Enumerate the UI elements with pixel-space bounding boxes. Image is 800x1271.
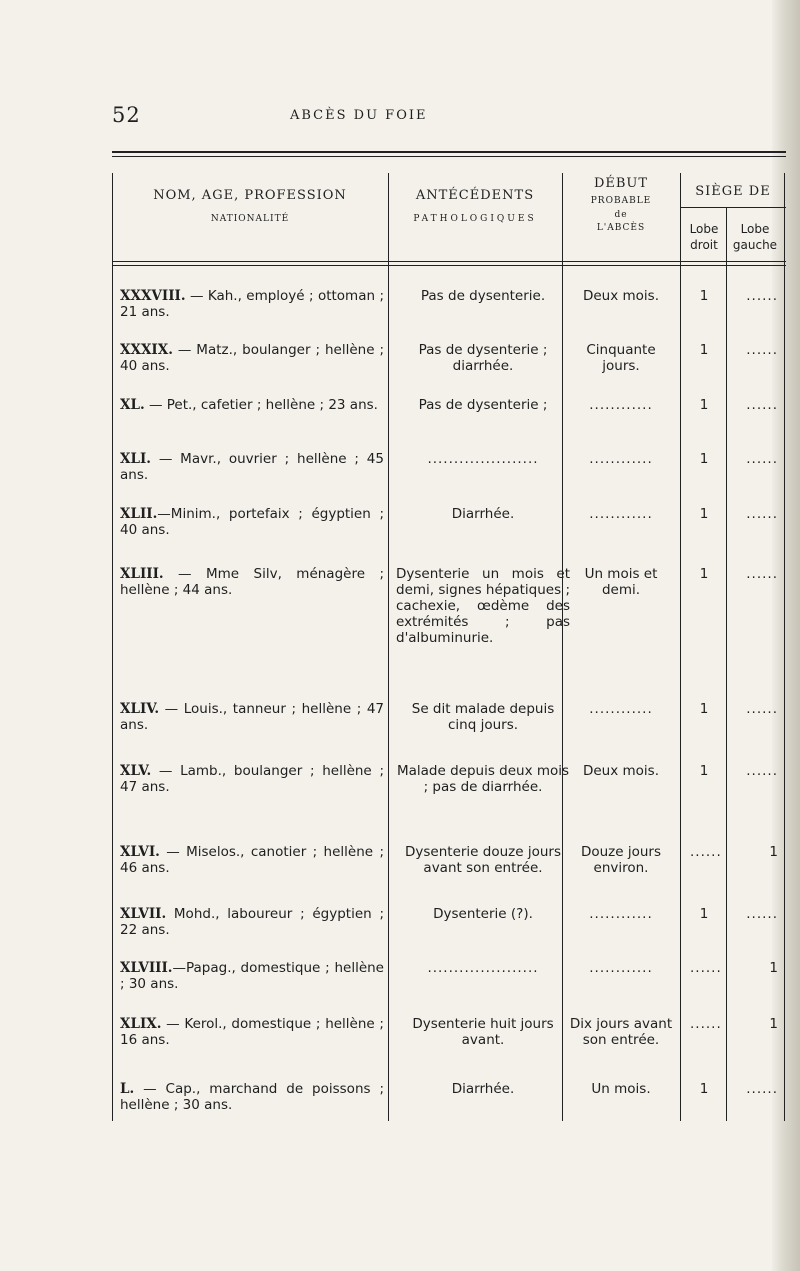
debut: ............ — [589, 451, 653, 467]
running-head: ABCÈS DU FOIE — [290, 108, 428, 123]
table-top-rule-thin — [112, 156, 786, 157]
table-top-rule — [112, 151, 786, 153]
case-number: XLVIII. — [120, 960, 173, 976]
antecedents: Pas de dysenterie ; — [418, 397, 548, 413]
header-debut-probable: PROBABLE — [590, 195, 652, 206]
patient-info: — Kah., employé ; ottoman ; 21 ans. — [120, 288, 384, 320]
header-siege — [680, 185, 786, 200]
debut: Dix jours avant son entrée. — [569, 1016, 673, 1048]
case-number: XLII. — [120, 506, 158, 522]
lobe-gauche-value: ...... — [746, 763, 778, 779]
lobe-gauche-value: ...... — [746, 342, 778, 358]
debut: ............ — [589, 701, 653, 717]
header-sub-rule — [680, 207, 786, 208]
antecedents: Pas de dysenterie. — [420, 288, 546, 304]
case-number: XLIX. — [120, 1016, 162, 1032]
debut: Un mois. — [591, 1081, 651, 1097]
lobe-droit-value: 1 — [699, 397, 709, 413]
patient-info: — Matz., boulanger ; hellène ; 40 ans. — [120, 342, 384, 374]
lobe-gauche-value: 1 — [769, 960, 778, 976]
debut: Un mois et demi. — [584, 566, 658, 598]
patient-info: — Mme Silv, ménagère ; hellène ; 44 ans. — [120, 566, 384, 598]
patient-info: —Minim., portefaix ; égyptien ; 40 ans. — [120, 506, 384, 538]
header-lobe-droit: Lobe droit — [689, 222, 719, 253]
header-nom — [112, 189, 388, 224]
case-number: XLV. — [120, 763, 152, 779]
debut: Cinquante jours. — [586, 342, 656, 374]
case-number: XLIV. — [120, 701, 160, 717]
patient-info: — Lamb., boulanger ; hellène ; 47 ans. — [120, 763, 384, 795]
lobe-gauche-value: ...... — [746, 451, 778, 467]
antecedents: Se dit malade depuis cinq jours. — [411, 701, 555, 733]
lobe-gauche-value: 1 — [769, 844, 778, 860]
lobe-gauche-value: ...... — [746, 1081, 778, 1097]
antecedents: Dysenterie douze jours avant son entrée. — [405, 844, 561, 876]
case-number: XLIII. — [120, 566, 164, 582]
header-antecedents — [388, 189, 562, 224]
antecedents: Diarrhée. — [451, 506, 515, 522]
debut: ............ — [589, 906, 653, 922]
debut: Deux mois. — [582, 763, 660, 779]
header-antecedents-title: ANTÉCÉDENTS — [415, 188, 535, 203]
col-divider-2 — [562, 173, 563, 1121]
header-lobe-gauche: Lobe gauche — [732, 222, 778, 253]
lobe-droit-value: 1 — [699, 288, 709, 304]
page-number: 52 — [112, 103, 141, 127]
debut: Douze jours environ. — [580, 844, 662, 876]
debut: ............ — [589, 506, 653, 522]
col-divider-4 — [726, 207, 727, 1121]
patient-info: Mohd., laboureur ; égyptien ; 22 ans. — [120, 906, 384, 938]
antecedents: ..................... — [427, 451, 539, 467]
patient-info: —Papag., domestique ; hellène ; 30 ans. — [120, 960, 384, 992]
lobe-gauche-value: ...... — [746, 701, 778, 717]
header-debut-de: de — [614, 210, 628, 221]
lobe-droit-value: 1 — [699, 342, 709, 358]
patient-info: — Louis., tanneur ; hellène ; 47 ans. — [120, 701, 384, 733]
patient-info: — Cap., marchand de poissons ; hellène ; 30 ans. — [120, 1081, 384, 1113]
header-siege-title: SIÈGE DE — [695, 184, 771, 199]
header-antecedents-subtitle: PATHOLOGIQUES — [413, 213, 537, 224]
antecedents: Dysenterie (?). — [433, 906, 533, 922]
lobe-droit-value: 1 — [699, 506, 709, 522]
col-divider-left — [112, 173, 113, 1121]
header-nom-title: NOM, AGE, PROFESSION — [153, 188, 347, 203]
antecedents: Dysenterie huit jours avant. — [412, 1016, 554, 1048]
antecedents: ..................... — [427, 960, 539, 976]
case-number: XLVI. — [120, 844, 160, 860]
header-rule-2 — [112, 265, 786, 266]
lobe-gauche-value: 1 — [769, 1016, 778, 1032]
lobe-gauche-value: ...... — [746, 397, 778, 413]
lobe-droit-value: 1 — [699, 701, 709, 717]
lobe-gauche-value: ...... — [746, 906, 778, 922]
antecedents: Diarrhée. — [451, 1081, 515, 1097]
patient-info: — Kerol., domestique ; hellène ; 16 ans. — [120, 1016, 384, 1048]
case-number: XL. — [120, 397, 145, 413]
header-nom-subtitle: NATIONALITÉ — [210, 213, 290, 224]
lobe-droit-value: ...... — [690, 844, 722, 860]
col-divider-right — [784, 173, 785, 1121]
case-number: XXXIX. — [120, 342, 173, 358]
lobe-droit-value: 1 — [699, 906, 709, 922]
header-debut-abces: L'ABCÈS — [596, 222, 646, 233]
lobe-droit-value: 1 — [699, 451, 709, 467]
case-table — [112, 151, 786, 1121]
header-rule-1 — [112, 261, 786, 262]
lobe-gauche-value: ...... — [746, 506, 778, 522]
header-debut — [562, 177, 680, 233]
lobe-droit-value: 1 — [699, 566, 709, 582]
col-divider-1 — [388, 173, 389, 1121]
antecedents: Malade depuis deux mois ; pas de diarrhée. — [396, 763, 570, 795]
case-number: XLI. — [120, 451, 151, 467]
antecedents: Dysenterie un mois et demi, signes hépatiques ; cachexie, œdème des extrémités ; pas d'albuminurie. — [396, 566, 570, 646]
patient-info: — Mavr., ouvrier ; hellène ; 45 ans. — [120, 451, 384, 483]
debut: ............ — [589, 397, 653, 413]
debut: ............ — [589, 960, 653, 976]
lobe-droit-value: 1 — [699, 763, 709, 779]
case-number: XLVII. — [120, 906, 167, 922]
patient-info: — Miselos., canotier ; hellène ; 46 ans. — [120, 844, 384, 876]
antecedents: Pas de dysenterie ; diarrhée. — [418, 342, 548, 374]
lobe-droit-value: ...... — [690, 960, 722, 976]
lobe-gauche-value: ...... — [746, 288, 778, 304]
patient-info: — Pet., cafetier ; hellène ; 23 ans. — [144, 397, 378, 413]
lobe-droit-value: ...... — [690, 1016, 722, 1032]
lobe-droit-value: 1 — [699, 1081, 709, 1097]
header-debut-title: DÉBUT — [593, 176, 649, 191]
case-number: L. — [120, 1081, 135, 1097]
debut: Deux mois. — [582, 288, 660, 304]
case-number: XXXVIII. — [120, 288, 186, 304]
col-divider-3 — [680, 173, 681, 1121]
lobe-gauche-value: ...... — [746, 566, 778, 582]
